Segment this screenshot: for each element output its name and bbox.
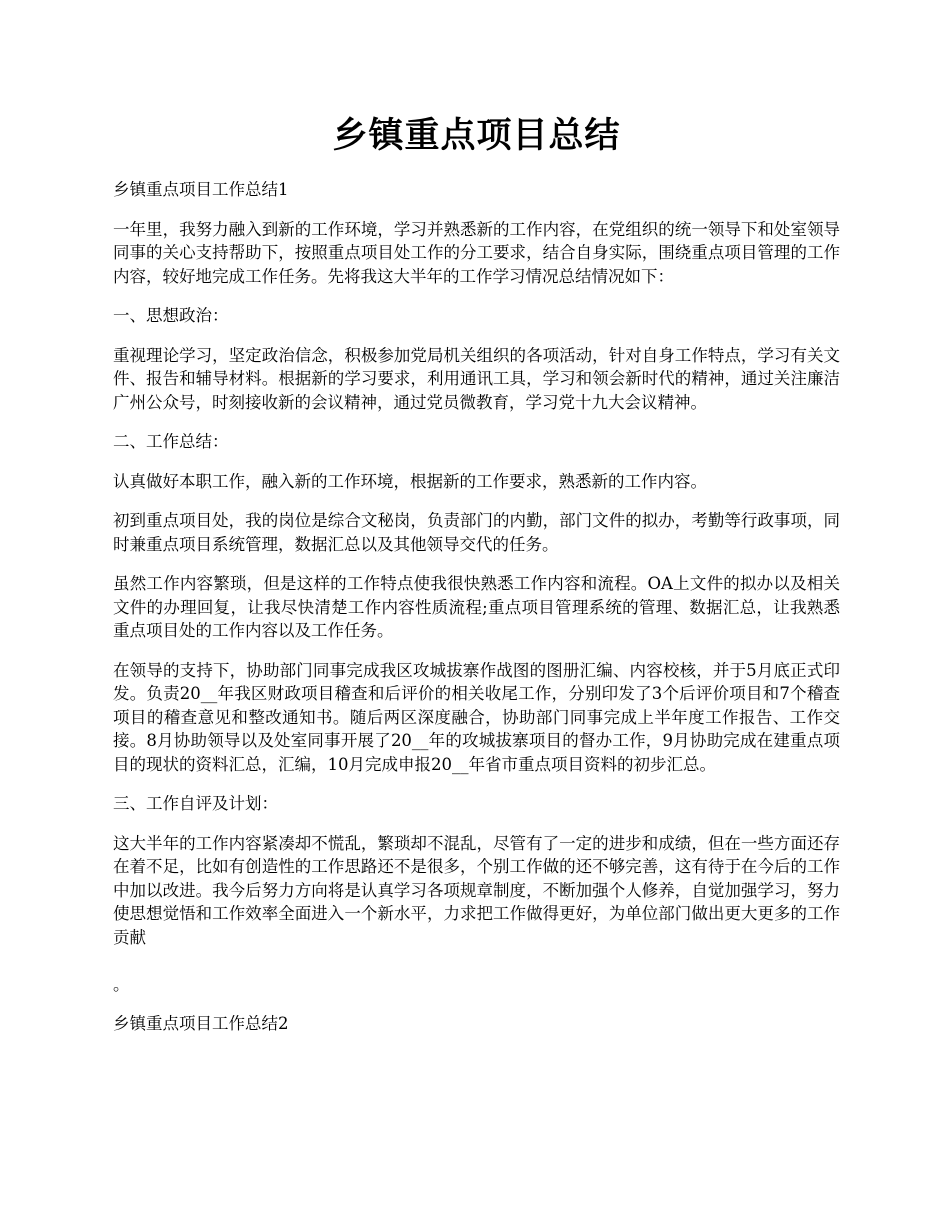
heading-plan: 三、工作自评及计划： <box>113 794 278 813</box>
document-page <box>113 0 840 1036</box>
work-paragraph-3: 虽然工作内容繁琐，但是这样的工作特点使我很快熟悉工作内容和流程。OA上文件的拟办以及相关文件的办理回复，让我尽快清楚工作内容性质流程;重点项目管理系统的管理、数据汇总，让我熟悉重点项目处的工作内容以及工作任务。 <box>113 574 840 640</box>
heading-work: 二、工作总结： <box>113 432 229 451</box>
section-heading-1: 乡镇重点项目工作总结1 <box>113 180 289 199</box>
intro-paragraph: 一年里，我努力融入到新的工作环境，学习并熟悉新的工作内容，在党组织的统一领导下和处室领导同事的关心支持帮助下，按照重点项目处工作的分工要求，结合自身实际，围绕重点项目管理的工作内容，较好地完成工作任务。先将我这大半年的工作学习情况总结情况如下： <box>113 219 840 286</box>
trailing-mark: 。 <box>113 974 130 994</box>
work-paragraph-1: 认真做好本职工作，融入新的工作环境，根据新的工作要求，熟悉新的工作内容。 <box>113 471 707 491</box>
blank-line <box>113 949 840 973</box>
work-paragraph-4: 在领导的支持下，协助部门同事完成我区攻城拔寨作战图的图册汇编、内容校核，并于5月底正式印发。负责20__年我区财政项目稽查和后评价的相关收尾工作，分别印发了3个后评价项目和7个稽查项目的稽查意见和整改通知书。随后两区深度融合，协助部门同事完成上半年度工作报告、工作交接。8月协助领导以及处室同事开展了20__年的攻城拔寨项目的督办工作，9月协助完成在建重点项目的现状的资料汇总，汇编，10月完成申报20__年省市重点项目资料的初步汇总。 <box>113 660 840 774</box>
work-paragraph-2: 初到重点项目处，我的岗位是综合文秘岗，负责部门的内勤，部门文件的拟办，考勤等行政事项，同时兼重点项目系统管理，数据汇总以及其他领导交代的任务。 <box>113 511 840 554</box>
document-title: 乡镇重点项目总结 <box>332 115 621 156</box>
politics-paragraph: 重视理论学习，坚定政治信念，积极参加党局机关组织的各项活动，针对自身工作特点，学习有关文件、报告和辅导材料。根据新的学习要求，利用通讯工具，学习和领会新时代的精神，通过关注廉洁广州公众号，时刻接收新的会议精神，通过党员微教育，学习党十九大会议精神。 <box>113 345 840 412</box>
heading-politics: 一、思想政治： <box>113 306 229 325</box>
section-heading-2: 乡镇重点项目工作总结2 <box>113 1014 289 1033</box>
plan-paragraph: 这大半年的工作内容紧凑却不慌乱，繁琐却不混乱，尽管有了一定的进步和成绩，但在一些方面还存在着不足，比如有创造性的工作思路还不是很多，个别工作做的还不够完善，这有待于在今后的工作中加以改进。我今后努力方向将是认真学习各项规章制度，不断加强个人修养，自觉加强学习，努力使思想觉悟和工作效率全面进入一个新水平，力求把工作做得更好，为单位部门做出更大更多的工作贡献 <box>113 833 840 947</box>
